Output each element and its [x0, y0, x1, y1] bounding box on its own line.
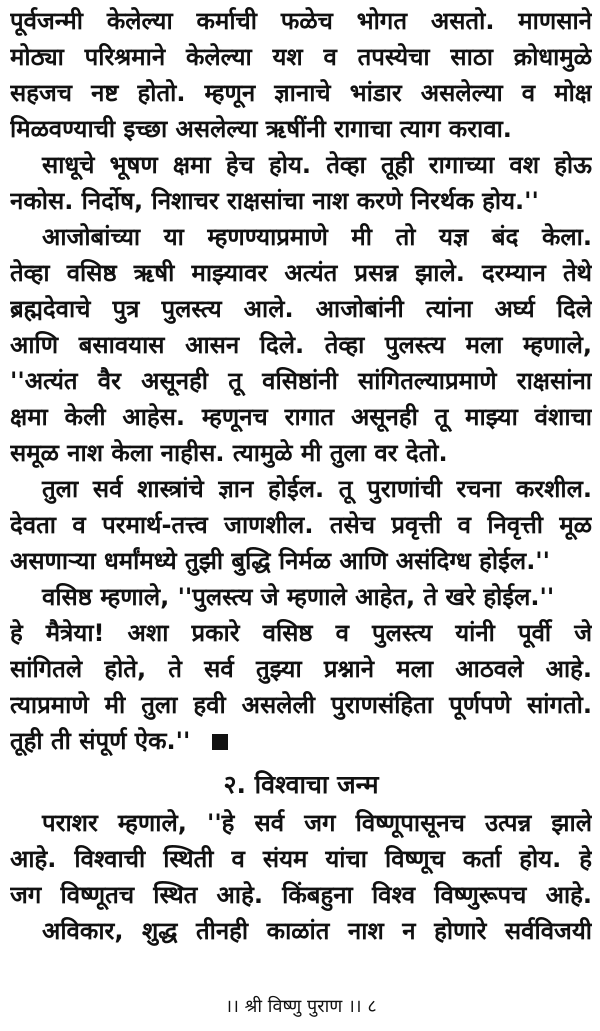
text-line: देवता व परमार्थ-तत्त्व जाणशील. तसेच प्रवृत्ती व निवृत्ती मूळ [10, 511, 592, 539]
text-line-content: तूही ती संपूर्ण ऐक.'' [10, 727, 191, 755]
text-line: मोठ्या परिश्रमाने केलेल्या यश व तपस्येचा साठा क्रोधामुळे [10, 43, 592, 71]
page-footer: ।। श्री विष्णु पुराण ।। ८ [225, 996, 377, 1017]
text-line: ''अत्यंत वैर असूनही तू वसिष्ठांनी सांगितल्याप्रमाणे राक्षसांना [10, 367, 592, 395]
section-heading: २. विश्वाचा जन्म [223, 770, 379, 799]
document-page [10, 4, 592, 1026]
text-line: क्षमा केली आहेस. म्हणूनच रागात असूनही तू माझ्या वंशाचा [10, 403, 592, 431]
text-line: आहे. विश्वाची स्थिती व संयम यांचा विष्णूच कर्ता होय. हे [10, 845, 592, 873]
text-line: तेव्हा वसिष्ठ ऋषी माझ्यावर अत्यंत प्रसन्न झाले. दरम्यान तेथे [10, 259, 592, 287]
text-line: वसिष्ठ म्हणाले, ''पुलस्त्य जे म्हणाले आहेत, ते खरे होईल.'' [42, 583, 555, 611]
text-line: पूर्वजन्मी केलेल्या कर्माची फळेच भोगत असतो. माणसाने [10, 7, 592, 35]
text-line: पराशर म्हणाले, ''हे सर्व जग विष्णूपासूनच उत्पन्न झाले [42, 809, 592, 837]
text-line: मिळवण्याची इच्छा असलेल्या ऋषींनी रागाचा त्याग करावा. [10, 115, 512, 143]
end-square-mark [212, 734, 228, 750]
text-line: सहजच नष्ट होतो. म्हणून ज्ञानाचे भांडार असलेल्या व मोक्ष [10, 79, 592, 107]
text-line: साधूचे भूषण क्षमा हेच होय. तेव्हा तूही रागाच्या वश होऊ [42, 151, 592, 179]
text-line: तुला सर्व शास्त्रांचे ज्ञान होईल. तू पुराणांची रचना करशील. [42, 475, 592, 503]
text-line: अविकार, शुद्ध तीनही काळांत नाश न होणारे सर्वविजयी [42, 917, 592, 945]
text-line: ब्रह्मदेवाचे पुत्र पुलस्त्य आले. आजोबांनी त्यांना अर्घ्य दिले [10, 295, 592, 323]
text-line [10, 724, 592, 758]
text-line: नकोस. निर्दोष, निशाचर राक्षसांचा नाश करणे निरर्थक होय.'' [10, 187, 539, 215]
text-line: समूळ नाश केला नाहीस. त्यामुळे मी तुला वर देतो. [10, 439, 448, 467]
text-line: जग विष्णूतच स्थित आहे. किंबहुना विश्व विष्णुरूपच आहे. [10, 881, 592, 909]
text-line: हे मैत्रेया! अशा प्रकारे वसिष्ठ व पुलस्त्य यांनी पूर्वी जे [10, 619, 592, 647]
text-line: सांगितले होते, ते सर्व तुझ्या प्रश्नाने मला आठवले आहे. [10, 655, 592, 683]
text-line: आणि बसावयास आसन दिले. तेव्हा पुलस्त्य मला म्हणाले, [10, 331, 592, 359]
text-line: त्याप्रमाणे मी तुला हवी असलेली पुराणसंहिता पूर्णपणे सांगतो. [10, 691, 592, 719]
text-line: असणाऱ्या धर्मांमध्ये तुझी बुद्धि निर्मळ आणि असंदिग्ध होईल.'' [10, 547, 551, 575]
text-line: आजोबांच्या या म्हणण्याप्रमाणे मी तो यज्ञ बंद केला. [42, 223, 592, 251]
